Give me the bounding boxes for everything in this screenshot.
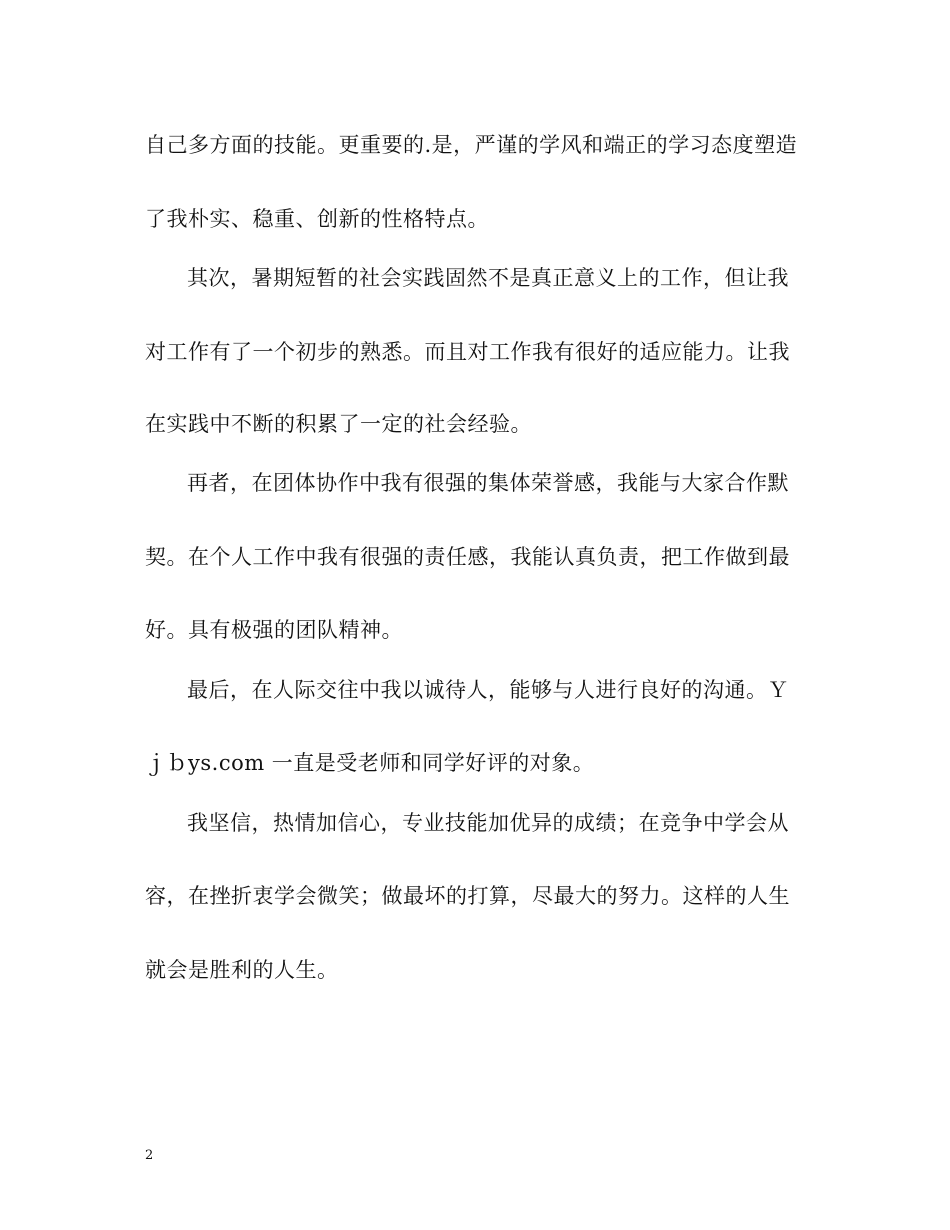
- text-line: 容，在挫折衷学会微笑；做最坏的打算，尽最大的努力。这样的人生: [145, 884, 790, 908]
- text-line: ｊｂys.com 一直是受老师和同学好评的对象。: [145, 751, 595, 775]
- text-line: 自己多方面的技能。更重要的.是，严谨的学风和端正的学习态度塑造: [145, 133, 798, 157]
- text-line: 对工作有了一个初步的熟悉。而且对工作我有很好的适应能力。让我: [145, 340, 790, 364]
- text-line: 在实践中不断的积累了一定的社会经验。: [145, 412, 532, 436]
- text-line: 其次，暑期短暂的社会实践固然不是真正意义上的工作，但让我: [187, 266, 789, 290]
- text-line: 我坚信，热情加信心，专业技能加优异的成绩；在竞争中学会从: [187, 811, 789, 835]
- text-line: 就会是胜利的人生。: [145, 958, 339, 982]
- text-line: 了我朴实、稳重、创新的性格特点。: [145, 207, 489, 231]
- page-number: 2: [145, 1148, 154, 1163]
- text-line: 契。在个人工作中我有很强的责任感，我能认真负责，把工作做到最: [145, 545, 790, 569]
- text-line: 最后，在人际交往中我以诚待人，能够与人进行良好的沟通。Ｙ: [187, 678, 789, 702]
- text-line: 再者，在团体协作中我有很强的集体荣誉感，我能与大家合作默: [187, 471, 789, 495]
- text-line: 好。具有极强的团队精神。: [145, 618, 403, 642]
